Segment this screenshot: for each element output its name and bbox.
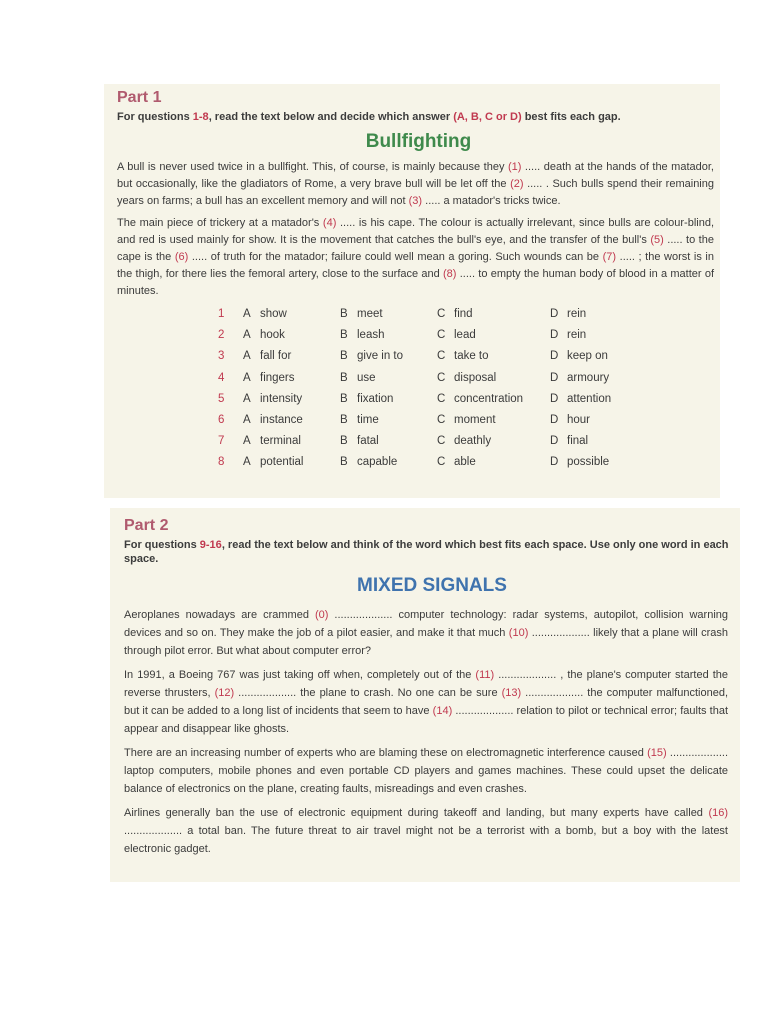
part1-title: Part 1	[117, 89, 162, 106]
option-c: concentration	[454, 392, 524, 405]
option-b: meet	[357, 308, 383, 320]
paragraph-text: ................... , the plane's computer started the reverse thrusters,	[124, 669, 728, 699]
option-letter: D	[550, 413, 559, 426]
part2-instruction	[124, 538, 740, 566]
option-a: intensity	[260, 392, 303, 405]
option-row	[218, 329, 638, 350]
gap-number: (6)	[174, 251, 189, 263]
paragraph-text: ................... a total ban. The future threat to air travel might not be a terrorist with a bomb, but a boy with the latest electronic gadget.	[124, 825, 728, 855]
option-a: hook	[260, 329, 285, 342]
gap-number: (7)	[602, 251, 617, 263]
option-a: show	[260, 308, 287, 320]
option-row	[218, 372, 638, 393]
gap-number: (12)	[214, 687, 235, 699]
paragraph-text: ..... . Such bulls spend their remaining years on farms; a bull has an excellent memory and will not	[117, 178, 714, 207]
option-a: fall for	[260, 350, 292, 363]
option-letter: A	[243, 308, 251, 320]
part2-title: Part 2	[124, 517, 169, 534]
part2-heading: MIXED SIGNALS	[357, 575, 507, 596]
option-letter: B	[340, 435, 348, 448]
paragraph-text: ................... computer technology: radar systems, autopilot, collision warning devices and so on. They make the job of a pilot easier, and make it that much	[124, 609, 728, 639]
option-letter: B	[340, 392, 348, 405]
part1-panel	[104, 84, 720, 498]
part2-panel	[110, 508, 740, 882]
option-row	[218, 308, 638, 329]
option-letter: D	[550, 371, 559, 384]
part1-paragraph	[117, 215, 714, 300]
question-number: 6	[218, 413, 225, 426]
question-number: 2	[218, 329, 225, 342]
paragraph-text: ................... laptop computers, mobile phones and even portable CD players and games machines. These could upset the delicate balance of electronics on the plane, creating faults, misreadings and even crashes.	[124, 747, 728, 795]
question-number: 5	[218, 392, 225, 405]
option-a: potential	[260, 456, 304, 469]
option-b: leash	[357, 329, 385, 342]
part2-paragraph	[124, 804, 728, 858]
part2-paragraph	[124, 666, 728, 738]
option-c: deathly	[454, 435, 492, 448]
answer-letters: (A, B, C or D)	[453, 111, 522, 123]
instruction-text: For questions	[124, 539, 200, 551]
gap-number: (14)	[432, 705, 453, 717]
option-letter: C	[437, 350, 446, 363]
option-b: use	[357, 371, 376, 384]
paragraph-text: ..... a matador's tricks twice.	[422, 195, 561, 207]
option-b: fatal	[357, 435, 379, 448]
option-a: terminal	[260, 435, 301, 448]
option-d: rein	[567, 308, 587, 320]
option-row	[218, 414, 638, 435]
paragraph-text: ................... the computer malfunctioned, but it can be added to a long list of incidents that seem to have	[124, 687, 729, 717]
instruction-text: For questions	[117, 111, 193, 123]
paragraph-text: In 1991, a Boeing 767 was just taking off when, completely out of the	[124, 669, 476, 681]
question-number: 3	[218, 350, 225, 363]
option-letter: A	[243, 392, 251, 405]
gap-number: (11)	[475, 669, 495, 681]
part2-paragraph	[124, 744, 728, 798]
option-letter: D	[550, 308, 559, 320]
option-c: lead	[454, 329, 476, 342]
option-letter: B	[340, 329, 348, 342]
part1-heading: Bullfighting	[365, 131, 472, 152]
instruction-text: , read the text below and decide which answer	[208, 111, 454, 123]
gap-number: (8)	[443, 268, 457, 280]
paragraph-text: There are an increasing number of experts who are blaming these on electromagnetic interference caused	[124, 747, 648, 759]
option-letter: A	[243, 413, 251, 426]
option-letter: A	[243, 435, 251, 448]
option-row	[218, 456, 638, 477]
question-number: 4	[218, 371, 225, 384]
gap-number: (0)	[314, 609, 329, 621]
option-row	[218, 393, 638, 414]
option-b: fixation	[357, 392, 394, 405]
option-letter: C	[437, 308, 446, 320]
option-letter: B	[340, 371, 348, 384]
question-number: 7	[218, 435, 225, 448]
paragraph-text: A bull is never used twice in a bullfight. This, of course, is mainly because they	[117, 161, 508, 173]
question-number: 1	[218, 308, 225, 320]
gap-number: (1)	[507, 161, 522, 173]
gap-number: (2)	[510, 178, 524, 190]
question-number: 8	[218, 456, 225, 469]
option-letter: C	[437, 413, 446, 426]
paragraph-text: ..... ; the worst is in the thigh, for there lies the femoral artery, close to the surface and	[117, 251, 714, 280]
paragraph-text: ..... is his cape. The colour is actually irrelevant, since bulls are colour-blind, and red is used mainly for show. It is the movement that catches the bull's eye, and the transfer of the bull's	[117, 217, 714, 246]
option-b: capable	[357, 456, 398, 469]
option-a: fingers	[260, 371, 295, 384]
option-letter: C	[437, 371, 446, 384]
option-letter: A	[243, 329, 251, 342]
option-letter: B	[340, 456, 348, 469]
gap-number: (16)	[708, 807, 728, 819]
option-letter: D	[550, 435, 559, 448]
gap-number: (13)	[501, 687, 522, 699]
paragraph-text: ................... likely that a plane will crash through pilot error. But what about computer error?	[124, 627, 728, 657]
option-letter: A	[243, 456, 251, 469]
option-letter: A	[243, 350, 251, 363]
option-b: give in to	[357, 350, 404, 363]
paragraph-text: ..... to empty the human body of blood in a matter of minutes.	[117, 268, 714, 297]
option-letter: D	[550, 329, 559, 342]
option-letter: D	[550, 350, 559, 363]
option-d: final	[567, 435, 589, 448]
answer-options-table	[218, 308, 638, 478]
option-letter: C	[437, 329, 446, 342]
option-d: keep on	[567, 350, 608, 363]
part1-instruction	[117, 110, 720, 124]
instruction-text: , read the text below and think of the word which best fits each space. Use only one word in each space.	[124, 539, 729, 565]
option-d: armoury	[567, 371, 610, 384]
option-d: possible	[567, 456, 610, 469]
option-c: able	[454, 456, 476, 469]
option-letter: C	[437, 392, 446, 405]
option-d: rein	[567, 329, 587, 342]
part2-paragraph	[124, 606, 728, 660]
option-letter: A	[243, 371, 251, 384]
paragraph-text: Airlines generally ban the use of electronic equipment during takeoff and landing, but many experts have called	[124, 807, 709, 819]
gap-number: (10)	[508, 627, 529, 639]
option-row	[218, 435, 638, 456]
option-d: attention	[567, 392, 612, 405]
paragraph-text: ..... death at the hands of the matador, but occasionally, like the gladiators of Rome, a very brave bull will be let off the	[117, 161, 714, 190]
option-letter: C	[437, 435, 446, 448]
option-row	[218, 350, 638, 371]
option-c: moment	[454, 413, 496, 426]
question-range: 1-8	[192, 111, 209, 123]
option-a: instance	[260, 413, 303, 426]
option-c: find	[454, 308, 473, 320]
option-b: time	[357, 413, 379, 426]
gap-number: (4)	[322, 217, 337, 229]
paragraph-text: Aeroplanes nowadays are crammed	[124, 609, 315, 621]
option-c: take to	[454, 350, 489, 363]
paragraph-text: ..... of truth for the matador; failure could well mean a goring. Such wounds can be	[188, 251, 603, 263]
option-letter: D	[550, 392, 559, 405]
paragraph-text: The main piece of trickery at a matador's	[117, 217, 323, 229]
gap-number: (5)	[650, 234, 664, 246]
question-range: 9-16	[199, 539, 222, 551]
option-letter: B	[340, 350, 348, 363]
option-letter: B	[340, 308, 348, 320]
option-letter: D	[550, 456, 559, 469]
part1-paragraph	[117, 159, 714, 210]
paragraph-text: ................... relation to pilot or technical error; faults that appear and disappear like ghosts.	[124, 705, 728, 735]
paragraph-text: ................... the plane to crash. No one can be sure	[234, 687, 502, 699]
option-c: disposal	[454, 371, 497, 384]
option-letter: B	[340, 413, 348, 426]
option-d: hour	[567, 413, 591, 426]
instruction-text: best fits each gap.	[521, 111, 621, 123]
gap-number: (15)	[647, 747, 667, 759]
paragraph-text: ..... to the cape is the	[117, 234, 714, 263]
option-letter: C	[437, 456, 446, 469]
gap-number: (3)	[408, 195, 423, 207]
